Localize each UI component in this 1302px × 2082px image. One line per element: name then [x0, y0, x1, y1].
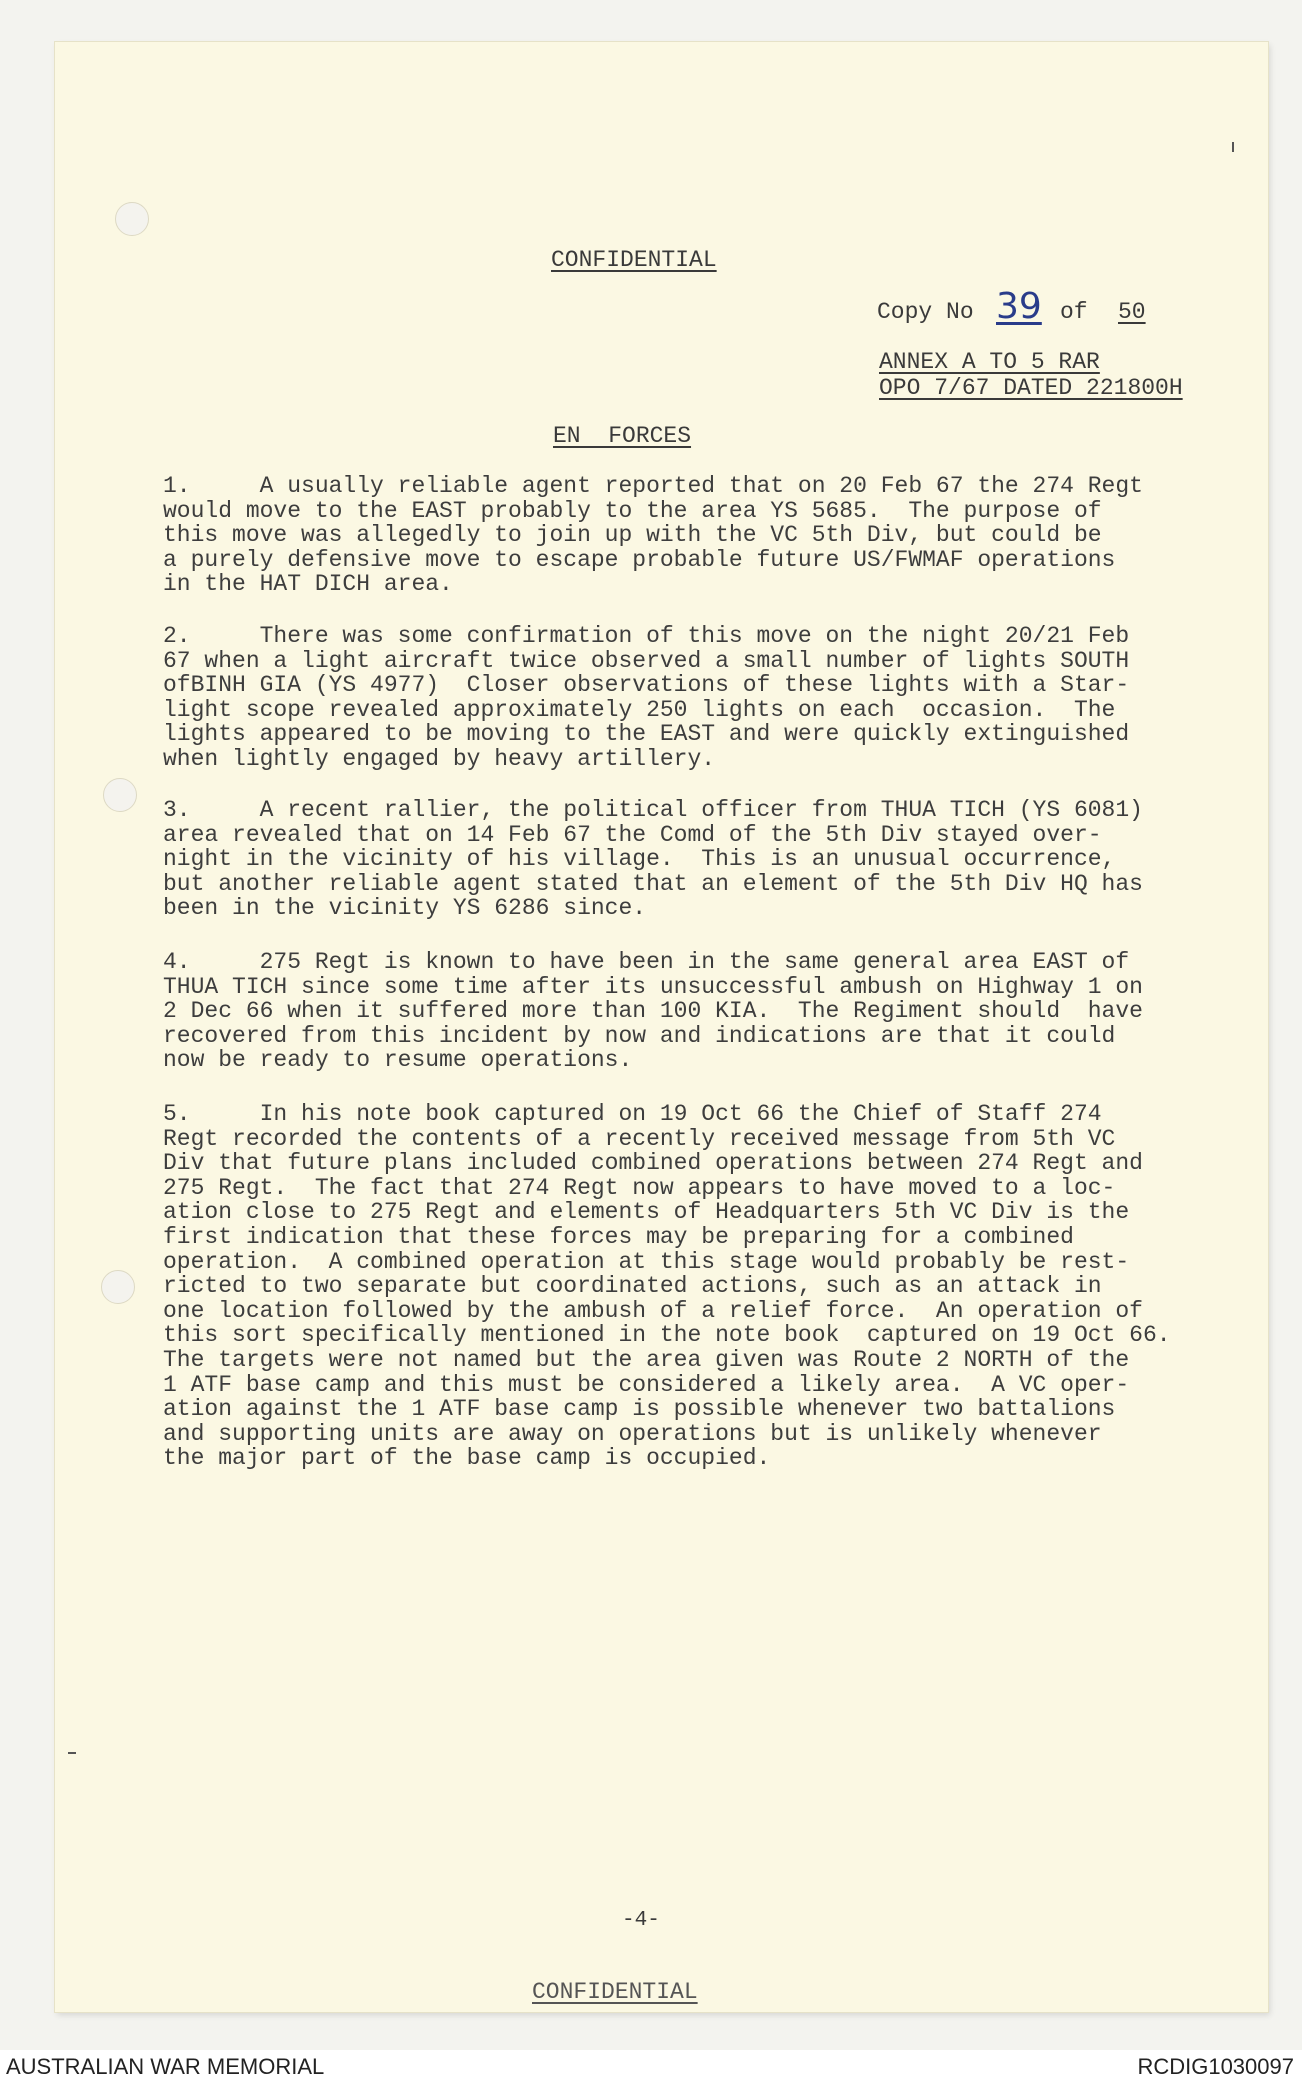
text-line: a purely defensive move to escape probable future US/FWMAF operations: [163, 546, 1116, 573]
paragraph-2: [163, 624, 1233, 772]
text-line: 5. In his note book captured on 19 Oct 66 the Chief of Staff 274: [163, 1101, 1102, 1127]
text-line: the major part of the base camp is occupied.: [163, 1445, 771, 1472]
page-number: -4-: [622, 1909, 660, 1932]
archive-id: RCDIG1030097: [1137, 2054, 1294, 2079]
section-title: EN FORCES: [553, 423, 692, 449]
text-line: recovered from this incident by now and indications are that it could: [163, 1022, 1116, 1049]
text-line: one location followed by the ambush of a relief force. An operation of: [163, 1297, 1143, 1324]
paragraph-3: [163, 798, 1233, 921]
text-line: light scope revealed approximately 250 lights on each occasion. The: [163, 696, 1116, 723]
text-line: 67 when a light aircraft twice observed a small number of lights SOUTH: [163, 647, 1130, 674]
classification-footer: CONFIDENTIAL: [532, 1979, 698, 2005]
text-line: operation. A combined operation at this stage would probably be rest-: [163, 1248, 1130, 1275]
punch-hole-lower: [101, 1270, 135, 1304]
text-line: now be ready to resume operations.: [163, 1047, 633, 1074]
text-line: this move was allegedly to join up with the VC 5th Div, but could be: [163, 522, 1102, 549]
text-line: 1 ATF base camp and this must be considered a likely area. A VC oper-: [163, 1371, 1130, 1398]
text-line: 4. 275 Regt is known to have been in the same general area EAST of: [163, 949, 1130, 975]
archive-name: AUSTRALIAN WAR MEMORIAL: [6, 2054, 325, 2079]
text-line: when lightly engaged by heavy artillery.: [163, 745, 716, 772]
text-line: 2 Dec 66 when it suffered more than 100 KIA. The Regiment should have: [163, 998, 1143, 1025]
text-line: The targets were not named but the area given was Route 2 NORTH of the: [163, 1346, 1130, 1373]
text-line: 1. A usually reliable agent reported that on 20 Feb 67 the 274 Regt: [163, 473, 1143, 499]
text-line: first indication that these forces may be preparing for a combined: [163, 1223, 1074, 1250]
copy-of: of: [1060, 299, 1088, 325]
copy-number-line: [877, 300, 974, 325]
text-line: would move to the EAST probably to the area YS 5685. The purpose of: [163, 497, 1102, 524]
annex-line-1: ANNEX A TO 5 RAR: [879, 349, 1100, 375]
classification-header: CONFIDENTIAL: [551, 247, 717, 273]
archive-footer: [0, 2050, 1302, 2082]
punch-hole-top: [115, 202, 149, 236]
text-line: ricted to two separate but coordinated actions, such as an attack in: [163, 1273, 1102, 1300]
text-line: night in the vicinity of his village. This is an unusual occurrence,: [163, 846, 1116, 873]
text-line: and supporting units are away on operations but is unlikely whenever: [163, 1420, 1102, 1447]
text-line: ation against the 1 ATF base camp is possible whenever two battalions: [163, 1396, 1116, 1423]
text-line: lights appeared to be moving to the EAST and were quickly extinguished: [163, 721, 1130, 748]
paragraph-4: [163, 950, 1233, 1073]
text-line: this sort specifically mentioned in the note book captured on 19 Oct 66.: [163, 1322, 1171, 1349]
text-line: 275 Regt. The fact that 274 Regt now appears to have moved to a loc-: [163, 1174, 1116, 1201]
text-line: ation close to 275 Regt and elements of Headquarters 5th VC Div is the: [163, 1199, 1130, 1226]
text-line: 2. There was some confirmation of this move on the night 20/21 Feb: [163, 623, 1130, 649]
copy-prefix: Copy No: [877, 299, 974, 325]
stray-mark: [1232, 142, 1234, 152]
text-line: but another reliable agent stated that an element of the 5th Div HQ has: [163, 870, 1143, 897]
copy-number-handwritten: 39: [996, 286, 1042, 327]
text-line: ofBINH GIA (YS 4977) Closer observations of these lights with a Star-: [163, 672, 1130, 699]
text-line: Div that future plans included combined operations between 274 Regt and: [163, 1150, 1143, 1177]
annex-line-2: OPO 7/67 DATED 221800H: [879, 375, 1183, 401]
text-line: THUA TICH since some time after its unsuccessful ambush on Highway 1 on: [163, 973, 1143, 1000]
text-line: area revealed that on 14 Feb 67 the Comd of the 5th Div stayed over-: [163, 821, 1102, 848]
text-line: 3. A recent rallier, the political officer from THUA TICH (YS 6081): [163, 797, 1143, 823]
paragraph-5: [163, 1102, 1233, 1471]
paragraph-1: [163, 474, 1233, 597]
text-line: in the HAT DICH area.: [163, 571, 453, 598]
copy-total: 50: [1118, 299, 1146, 325]
text-line: been in the vicinity YS 6286 since.: [163, 895, 647, 922]
punch-hole-middle: [103, 778, 137, 812]
stray-mark: [68, 1752, 76, 1754]
text-line: Regt recorded the contents of a recently received message from 5th VC: [163, 1125, 1116, 1152]
